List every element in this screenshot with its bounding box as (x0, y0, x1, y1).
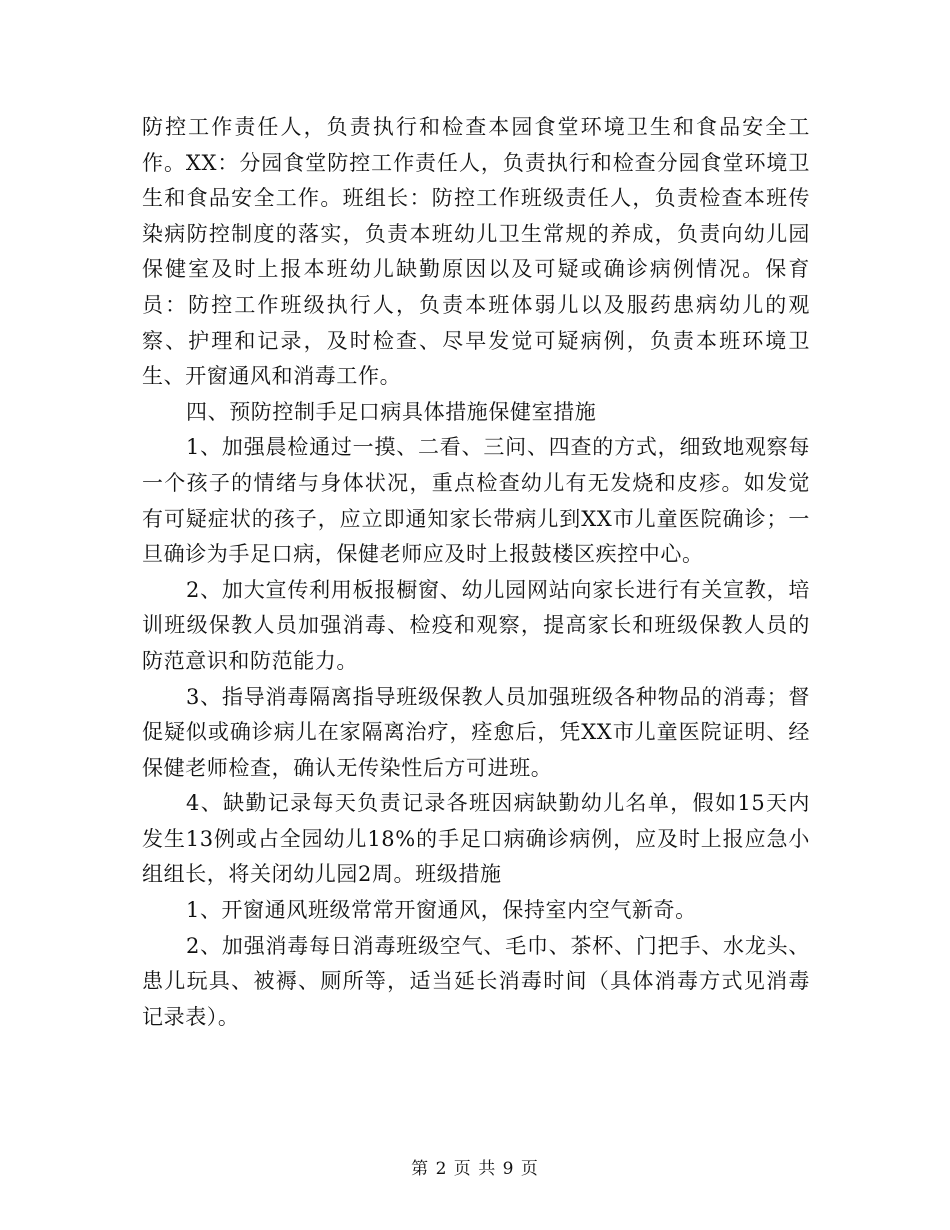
page-number-footer: 第 2 页 共 9 页 (411, 1159, 539, 1179)
document-body (142, 110, 810, 1035)
paragraph-disinfection-isolation: 3、指导消毒隔离指导班级保教人员加强班级各种物品的消毒；督促疑似或确诊病儿在家隔离治疗，痊愈后，凭XX市儿童医院证明、经保健老师检查，确认无传染性后方可进班。 (142, 684, 810, 780)
section-heading-prevention-measures: 四、预防控制手足口病具体措施保健室措施 (186, 399, 597, 424)
paragraph-morning-check: 1、加强晨检通过一摸、二看、三问、四查的方式，细致地观察每一个孩子的情绪与身体状况，重点检查幼儿有无发烧和皮疹。如发觉有可疑症状的孩子，应立即通知家长带病儿到XX市儿童医院确诊；一旦确诊为手足口病，保健老师应及时上报鼓楼区疾控中心。 (142, 435, 810, 567)
paragraph-disinfection-daily: 2、加强消毒每日消毒班级空气、毛巾、茶杯、门把手、水龙头、患儿玩具、被褥、厕所等，适当延长消毒时间（具体消毒方式见消毒记录表）。 (142, 933, 810, 1029)
paragraph-ventilation: 1、开窗通风班级常常开窗通风，保持室内空气新奇。 (186, 898, 697, 923)
paragraph-responsibilities: 防控工作责任人，负责执行和检查本园食堂环境卫生和食品安全工作。XX：分园食堂防控工作责任人，负责执行和检查分园食堂环境卫生和食品安全工作。班组长：防控工作班级责任人，负责检查本班传染病防控制度的落实，负责本班幼儿卫生常规的养成，负责向幼儿园保健室及时上报本班幼儿缺勤原因以及可疑或确诊病例情况。保育员：防控工作班级执行人，负责本班体弱儿以及服药患病幼儿的观察、护理和记录，及时检查、尽早发觉可疑病例，负责本班环境卫生、开窗通风和消毒工作。 (142, 115, 810, 389)
paragraph-absence-record: 4、缺勤记录每天负责记录各班因病缺勤幼儿名单，假如15天内发生13例或占全园幼儿18%的手足口病确诊病例，应及时上报应急小组组长，将关闭幼儿园2周。班级措施 (142, 791, 810, 887)
paragraph-publicity: 2、加大宣传利用板报橱窗、幼儿园网站向家长进行有关宣教，培训班级保教人员加强消毒、检疫和观察，提高家长和班级保教人员的防范意识和防范能力。 (142, 577, 810, 673)
